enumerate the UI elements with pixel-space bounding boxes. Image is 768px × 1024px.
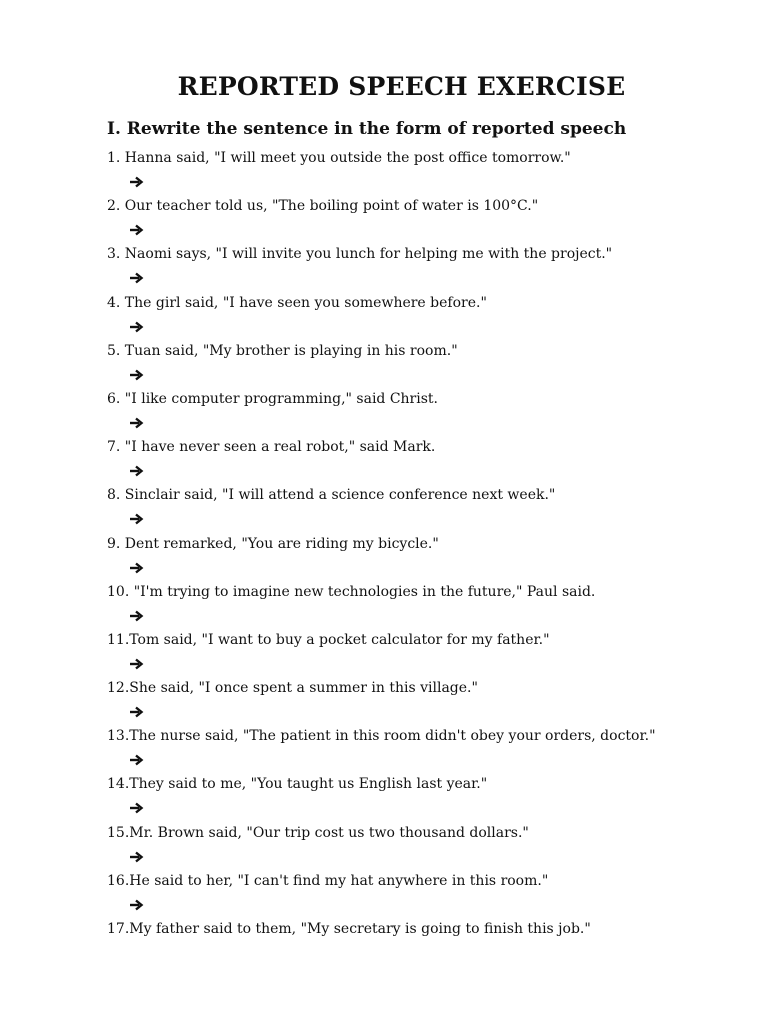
question-item (107, 535, 727, 583)
question-item (107, 390, 727, 438)
answer-line (129, 462, 144, 480)
right-arrow-icon (129, 513, 144, 525)
question-text: 17.My father said to them, "My secretary is going to finish this job." (107, 921, 591, 937)
question-item (107, 294, 727, 342)
right-arrow-icon (129, 369, 144, 381)
right-arrow-icon (129, 851, 144, 863)
answer-line (129, 655, 144, 673)
question-text: 16.He said to her, "I can't find my hat anywhere in this room." (107, 872, 549, 889)
right-arrow-icon (129, 176, 144, 188)
question-item (107, 920, 727, 968)
right-arrow-icon (129, 610, 144, 622)
answer-line (129, 510, 144, 528)
question-item (107, 583, 727, 631)
question-text: 2. Our teacher told us, "The boiling point of water is 100°C." (107, 198, 539, 215)
question-item (107, 438, 727, 486)
answer-line (129, 269, 144, 287)
answer-line (129, 318, 144, 336)
right-arrow-icon (129, 465, 144, 477)
question-text: 4. The girl said, "I have seen you somewhere before." (107, 294, 487, 311)
question-text: 7. "I have never seen a real robot," said Mark. (107, 439, 436, 456)
right-arrow-icon (129, 754, 144, 766)
right-arrow-icon (129, 321, 144, 333)
answer-line (129, 799, 144, 817)
answer-line (129, 559, 144, 577)
answer-line (129, 848, 144, 866)
question-text: 6. "I like computer programming," said Christ. (107, 390, 438, 407)
answer-line (129, 751, 144, 769)
question-text: 11.Tom said, "I want to buy a pocket calculator for my father." (107, 631, 550, 648)
question-text: 14.They said to me, "You taught us English last year." (107, 776, 488, 793)
answer-line (129, 703, 144, 721)
section-heading: I. Rewrite the sentence in the form of reported speech (107, 119, 627, 139)
right-arrow-icon (129, 224, 144, 236)
right-arrow-icon (129, 706, 144, 718)
question-text: 5. Tuan said, "My brother is playing in his room." (107, 342, 458, 359)
right-arrow-icon (129, 658, 144, 670)
page-title: REPORTED SPEECH EXERCISE (177, 72, 626, 101)
right-arrow-icon (129, 417, 144, 429)
question-item (107, 149, 727, 197)
question-text: 1. Hanna said, "I will meet you outside the post office tomorrow." (107, 150, 571, 166)
answer-line (129, 607, 144, 625)
question-text: 9. Dent remarked, "You are riding my bicycle." (107, 535, 439, 552)
question-item (107, 486, 727, 534)
question-item (107, 342, 727, 390)
question-text: 3. Naomi says, "I will invite you lunch for helping me with the project." (107, 246, 613, 263)
question-item (107, 197, 727, 245)
right-arrow-icon (129, 272, 144, 284)
question-text: 10. "I'm trying to imagine new technologies in the future," Paul said. (107, 583, 596, 600)
question-text: 13.The nurse said, "The patient in this room didn't obey your orders, doctor." (107, 728, 656, 745)
answer-line (129, 366, 144, 384)
question-item (107, 775, 727, 823)
question-item (107, 245, 727, 293)
right-arrow-icon (129, 802, 144, 814)
question-item (107, 631, 727, 679)
right-arrow-icon (129, 899, 144, 911)
question-item (107, 872, 727, 920)
question-text: 8. Sinclair said, "I will attend a science conference next week." (107, 487, 556, 504)
answer-line (129, 221, 144, 239)
question-text: 12.She said, "I once spent a summer in this village." (107, 680, 478, 697)
answer-line (129, 414, 144, 432)
answer-line (129, 896, 144, 914)
question-text: 15.Mr. Brown said, "Our trip cost us two thousand dollars." (107, 824, 529, 841)
right-arrow-icon (129, 562, 144, 574)
answer-line (129, 173, 144, 191)
question-item (107, 727, 727, 775)
question-item (107, 824, 727, 872)
question-item (107, 679, 727, 727)
question-list (107, 149, 727, 968)
